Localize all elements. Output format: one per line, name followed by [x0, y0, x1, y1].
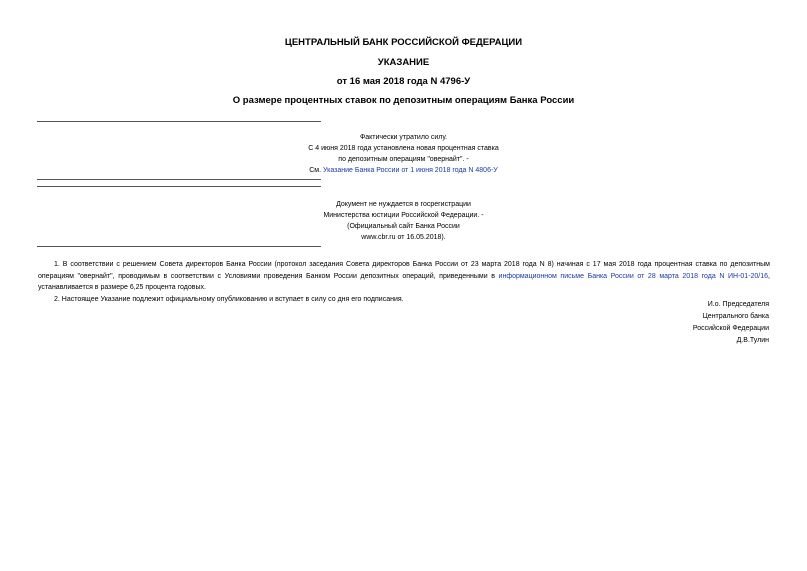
signature-block: [693, 299, 769, 347]
divider: [37, 121, 321, 122]
doc-type: УКАЗАНИЕ: [377, 57, 430, 68]
paragraph-text: 1. В соответствии с решением Совета директоров Банка России (протокол заседания Совета директоров Банка России от 23 марта 2018 года N 8) начиная с 17 мая 2018 года процентная ставка по депозитным операциям "овернайт", проводимым в соответствии с Условиями проведения Банком России депозитных операций, приведенными в: [38, 261, 770, 280]
note-line: по депозитным операциям "овернайт". -: [338, 156, 469, 163]
signature-line: И.о. Председателя: [707, 301, 769, 308]
doc-subject: О размере процентных ставок по депозитным операциям Банка России: [232, 95, 575, 106]
divider: [37, 246, 321, 247]
doc-date-number: от 16 мая 2018 года N 4796-У: [336, 76, 471, 87]
divider: [37, 179, 321, 180]
see-link[interactable]: Указание Банка России от 1 июня 2018 года N 4806-У: [323, 167, 498, 174]
note-line: Документ не нуждается в госрегистрации: [336, 201, 471, 208]
org-title: ЦЕНТРАЛЬНЫЙ БАНК РОССИЙСКОЙ ФЕДЕРАЦИИ: [284, 37, 523, 48]
note-line: (Официальный сайт Банка России: [347, 223, 460, 230]
document-body: [38, 259, 770, 305]
signature-line: Д.В.Тулин: [736, 337, 769, 344]
paragraph-2: 2. Настоящее Указание подлежит официальному опубликованию и вступает в силу со дня его подписания.: [54, 295, 404, 303]
note-line: Министерства юстиции Российской Федерации. -: [323, 212, 484, 219]
signature-line: Центрального банка: [702, 313, 769, 320]
divider: [37, 186, 321, 187]
repeal-note: [200, 132, 607, 176]
note-line: Фактически утратило силу.: [359, 134, 448, 141]
signature-line: Российской Федерации: [692, 325, 769, 332]
note-line: С 4 июня 2018 года установлена новая процентная ставка: [308, 145, 499, 152]
note-line: www.cbr.ru от 16.05.2018).: [361, 234, 446, 241]
registration-note: [200, 199, 607, 243]
info-letter-link[interactable]: информационном письме Банка России от 28 марта 2018 года N ИН-01-20/16: [498, 272, 769, 280]
paragraph-text: , устанавливается в размере 6,25 процента годовых.: [38, 272, 770, 291]
see-prefix: См.: [309, 167, 324, 174]
paragraph-1: [38, 259, 770, 294]
note-line: [200, 165, 607, 176]
